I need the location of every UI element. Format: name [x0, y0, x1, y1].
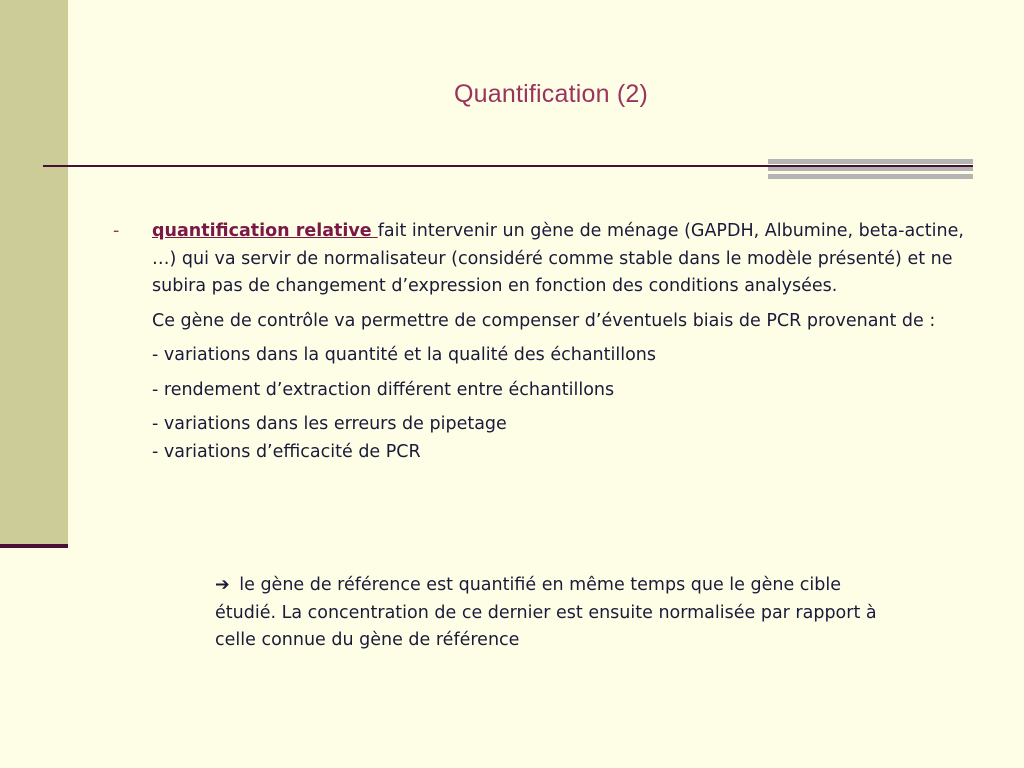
bullet-marker: -	[113, 221, 120, 241]
left-decorative-band	[0, 0, 68, 547]
cause-item: - variations d’efficacité de PCR	[152, 441, 421, 462]
intro-text: fait intervenir un gène de ménage (GAPDH, Albumine, beta-actine, …) qui va servir de normalisateur (considéré comme stable dans le modèle présenté) et ne subira pas de changement d’expression en fonction des conditions analysées.	[152, 221, 964, 296]
conclusion-paragraph	[215, 572, 895, 655]
slide-title: Quantification (2)	[454, 80, 648, 108]
conclusion-text: le gène de référence est quantifié en même temps que le gène cible étudié. La concentration de ce dernier est ensuite normalisée par rapport à celle connue du gène de référence	[215, 575, 877, 650]
cause-item: - variations dans la quantité et la qualité des échantillons	[152, 345, 657, 365]
cause-group	[152, 411, 967, 466]
control-paragraph: Ce gène de contrôle va permettre de compenser d’éventuels biais de PCR provenant de :	[152, 310, 936, 331]
intro-paragraph	[152, 218, 967, 301]
keyword-quantification-relative: quantification relative	[152, 221, 378, 241]
decorative-gray-bars	[768, 159, 973, 179]
slide-body	[152, 218, 967, 466]
left-band-rule	[0, 544, 68, 548]
cause-item: - variations dans les erreurs de pipetage	[152, 414, 507, 434]
arrow-right-icon: ➔	[215, 575, 230, 595]
cause-item: - rendement d’extraction différent entre échantillons	[152, 379, 615, 400]
